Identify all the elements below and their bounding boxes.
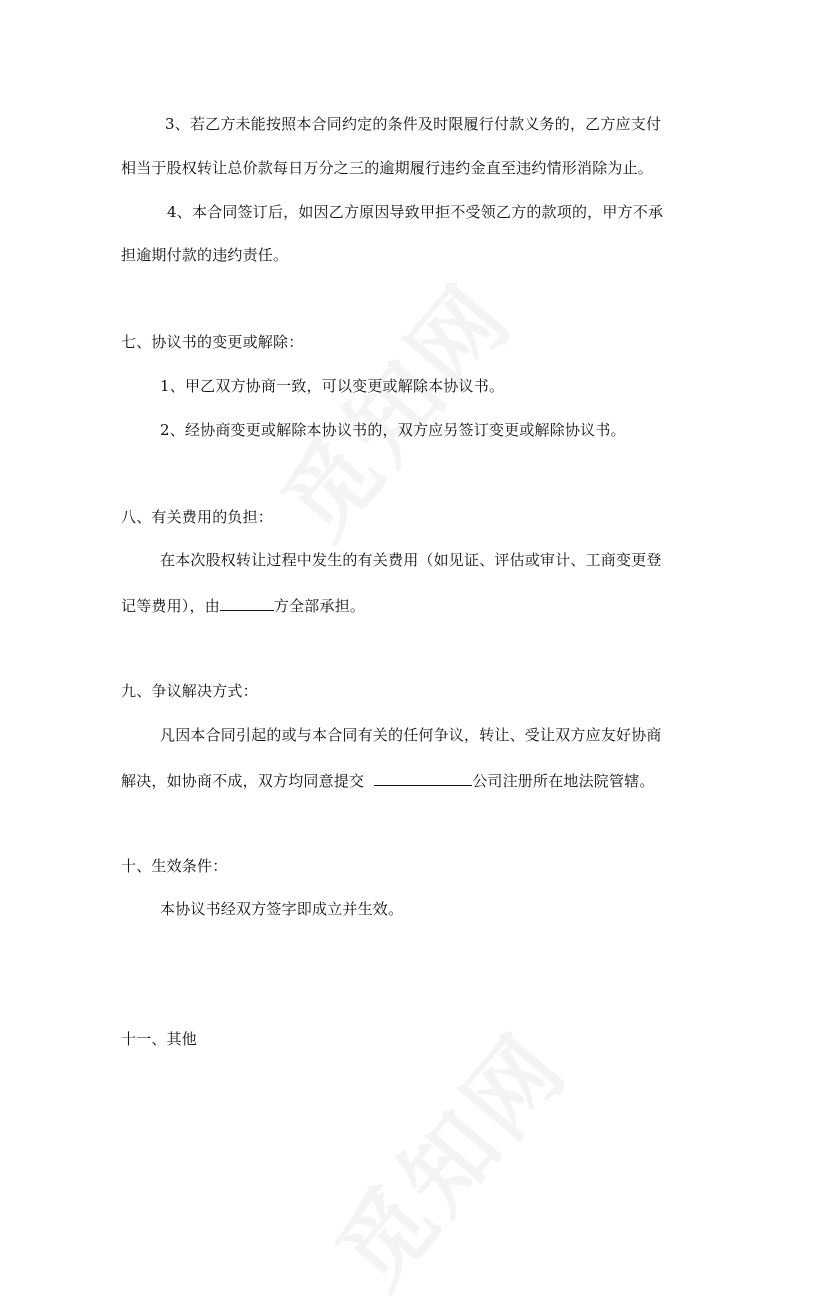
watermark-bottom	[302, 1001, 592, 1311]
section-9-line-2	[121, 769, 655, 791]
section-7-item-2: 2、经协商变更或解除本协议书的，双方应另签订变更或解除协议书。	[160, 421, 626, 439]
section-7-item-1: 1、甲乙双方协商一致，可以变更或解除本协议书。	[160, 377, 505, 395]
payer-blank	[220, 594, 274, 611]
section-9-line-2-prefix: 解决，如协商不成，双方均同意提交	[121, 772, 365, 790]
section-8-line-2-suffix: 方全部承担。	[273, 597, 366, 615]
section-8-line-1: 在本次股权转让过程中发生的有关费用（如见证、评估或审计、工商变更登	[160, 551, 662, 569]
clause-3-line-2: 相当于股权转让总价款每日万分之三的逾期履行违约金直至违约情形消除为止。	[121, 159, 654, 177]
section-8-line-2	[121, 594, 365, 616]
section-7-heading: 七、协议书的变更或解除：	[121, 333, 304, 351]
clause-4-line-1: 4、本合同签订后，如因乙方原因导致甲拒不受领乙方的款项的，甲方不承	[167, 203, 664, 221]
clause-3-line-1: 3、若乙方未能按照本合同约定的条件及时限履行付款义务的，乙方应支付	[165, 115, 662, 133]
clause-4-line-2: 担逾期付款的违约责任。	[121, 246, 289, 264]
section-9-line-1: 凡因本合同引起的或与本合同有关的任何争议，转让、受让双方应友好协商	[160, 726, 662, 744]
watermark	[247, 251, 537, 561]
section-10-heading: 十、生效条件：	[121, 857, 228, 875]
section-9-line-2-suffix: 公司注册所在地法院管辖。	[472, 772, 655, 790]
section-8-heading: 八、有关费用的负担：	[121, 508, 274, 526]
section-11-heading: 十一、其他	[121, 1030, 198, 1048]
section-8-line-2-prefix: 记等费用），由	[121, 597, 220, 615]
section-10-line-1: 本协议书经双方签字即成立并生效。	[160, 900, 404, 918]
court-blank	[374, 769, 472, 786]
section-9-heading: 九、争议解决方式：	[121, 682, 258, 700]
